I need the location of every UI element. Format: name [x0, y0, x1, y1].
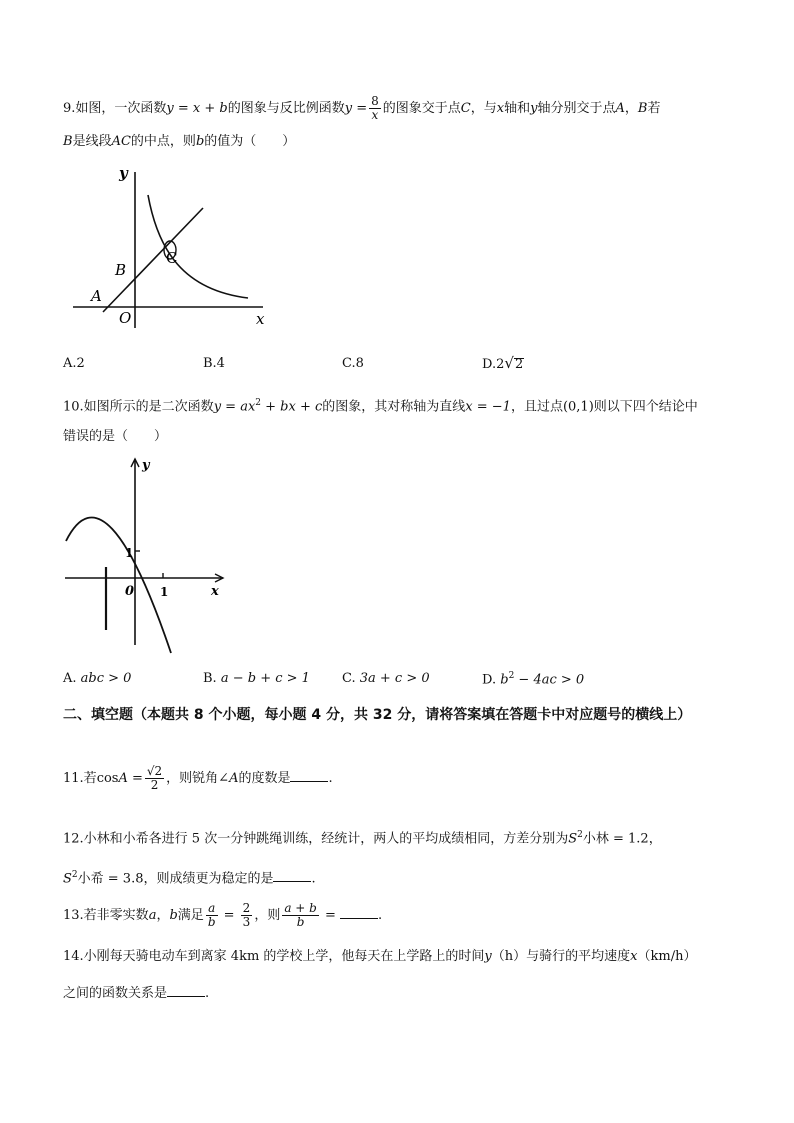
q13-answer-blank[interactable] — [340, 906, 378, 919]
q12-period: . — [311, 871, 316, 887]
q10-label-one-x: 1 — [160, 585, 169, 599]
q9-point-b: B — [637, 101, 648, 116]
q10-line1 — [63, 394, 698, 416]
q10-axis-eq: x = −1 — [465, 399, 511, 415]
q10-label-x: x — [211, 584, 219, 599]
q13-var-a: a — [148, 908, 157, 923]
q9-text: 若 — [647, 101, 661, 116]
q10-equation-tail: + bx + c — [261, 399, 323, 415]
q10-option-a[interactable] — [63, 671, 131, 686]
q13-fraction-den: b — [207, 915, 216, 929]
q9-option-d-prefix: D. — [482, 357, 497, 372]
q9-figure — [63, 160, 283, 330]
q10-line2 — [63, 428, 167, 446]
q10-label-y: y — [142, 458, 150, 473]
q9-text: 轴和 — [504, 101, 531, 116]
q12-line1 — [63, 826, 662, 848]
q12-variance-symbol: S — [568, 831, 578, 847]
q13-equals: = — [320, 908, 341, 923]
q10-label-one-y: 1 — [125, 546, 134, 560]
q10-point: (0,1) — [562, 399, 594, 415]
q9-line-graph — [103, 208, 203, 312]
q12-text: 12.小林和小希各进行 5 次一分钟跳绳训练，经统计，两人的平均成绩相同，方差分别为 — [63, 831, 569, 847]
q13-text: ， — [156, 908, 170, 923]
q11-text: ，则锐角∠ — [166, 771, 230, 786]
q9-text: ，与 — [470, 101, 497, 116]
q9-text: 是线段 — [72, 134, 112, 149]
q10-text: ，且过点 — [510, 399, 563, 415]
q13-fraction-23 — [241, 902, 253, 929]
q14-text: （h）与骑行的平均速度 — [491, 949, 631, 964]
q10-option-d[interactable] — [482, 671, 584, 687]
q14-line1 — [63, 948, 696, 966]
q11-cos: cos — [96, 771, 119, 786]
q9-option-a[interactable]: A.2 — [63, 356, 85, 371]
q14-answer-blank[interactable] — [167, 984, 205, 997]
q12-exp: 2 — [71, 870, 78, 880]
q9-text: 的中点，则 — [130, 134, 196, 149]
q9-option-b[interactable]: B.4 — [203, 356, 225, 371]
q9-text: 9.如图，一次函数 — [63, 101, 167, 116]
q9-label-a: A — [91, 287, 102, 305]
q13-text: 13.若非零实数 — [63, 908, 149, 923]
q14-line2 — [63, 984, 209, 1003]
q9-linear-eq: y = x + b — [166, 101, 228, 116]
q10-equation: y = ax — [213, 399, 256, 415]
q10-option-d-b: b — [500, 672, 509, 688]
q12-line2 — [63, 866, 316, 888]
q9-line1 — [63, 95, 660, 122]
q9-label-c: C — [166, 249, 178, 267]
q9-segment-ac: AC — [111, 134, 131, 149]
q9-fraction-num: 8 — [371, 94, 379, 108]
q10-text: 10.如图所示的是二次函数 — [63, 399, 214, 415]
q10-text: 错误的是（ ） — [63, 429, 168, 444]
q9-inverse-eq-lhs: y = — [344, 101, 368, 116]
q10-option-d-exp: 2 — [508, 671, 515, 681]
q9-var-y: y — [530, 101, 538, 116]
q9-option-d-radicand: 2 — [514, 357, 524, 372]
q10-option-c[interactable] — [342, 671, 430, 686]
q14-var-y: y — [484, 949, 492, 964]
q10-option-b[interactable] — [203, 671, 310, 686]
section-heading-fill-in: 二、填空题（本题共 8 个小题，每小题 4 分，共 32 分，请将答案填在答题卡中对应题号的横线上） — [63, 707, 692, 723]
q12-variance-xiaolin: 小林 = 1.2， — [582, 831, 662, 847]
q10-text: 则以下四个结论中 — [593, 399, 698, 415]
q10-option-c-text: 3a + c > 0 — [359, 671, 430, 686]
q14-period: . — [205, 986, 210, 1001]
q14-text: 14.小刚每天骑电动车到离家 4km 的学校上学，他每天在上学路上的时间 — [63, 949, 485, 964]
q13-fraction-den: b — [296, 915, 305, 929]
q10-option-b-prefix: B. — [203, 671, 221, 686]
q11-line — [63, 765, 333, 792]
q9-text: 轴分别交于点 — [537, 101, 616, 116]
q13-text: 满足 — [177, 908, 204, 923]
q9-text: 的值为（ ） — [204, 134, 296, 149]
q13-line — [63, 902, 382, 929]
q10-label-o: 0 — [125, 584, 135, 599]
q9-label-x: x — [256, 310, 265, 328]
q14-var-x: x — [630, 949, 638, 964]
q9-fraction — [369, 95, 381, 122]
q9-var-x: x — [496, 101, 505, 116]
q11-period: . — [328, 771, 333, 786]
q9-label-b: B — [115, 261, 127, 279]
q10-option-d-prefix: D. — [482, 672, 501, 688]
q13-fraction-num: a + b — [284, 901, 317, 915]
q10-option-a-prefix: A. — [63, 671, 81, 686]
q10-option-b-text: a − b + c > 1 — [220, 671, 310, 686]
q9-option-d-coef: 2 — [496, 357, 505, 372]
q9-option-c[interactable]: C.8 — [342, 356, 364, 371]
q9-label-y: y — [119, 164, 128, 182]
q13-text: ，则 — [254, 908, 281, 923]
q14-text: 之间的函数关系是 — [63, 986, 168, 1001]
q13-fraction-ab — [206, 902, 218, 929]
q10-parabola — [66, 517, 171, 653]
q10-option-c-prefix: C. — [342, 671, 360, 686]
q9-fraction-den: x — [371, 108, 379, 122]
q13-fraction-num: a — [206, 902, 218, 916]
q13-fraction-num: 2 — [242, 901, 251, 915]
q11-fraction-den: 2 — [150, 778, 159, 792]
q11-fraction-num: √2 — [146, 764, 163, 778]
q10-option-a-text: abc > 0 — [80, 671, 132, 686]
q11-var-a: A — [118, 771, 128, 786]
q9-hyperbola — [148, 195, 248, 298]
q9-line2 — [63, 133, 295, 151]
q9-option-d[interactable]: D.2√2 — [482, 354, 524, 372]
q12-variance-xiaoxi: 小希 = 3.8，则成绩更为稳定的是 — [77, 871, 274, 887]
q13-fraction-sum — [282, 902, 319, 929]
q11-var-a: A — [229, 771, 239, 786]
q9-text: ， — [624, 101, 638, 116]
q12-exp: 2 — [577, 830, 583, 840]
q13-equals: = — [219, 908, 239, 923]
q9-point-c: C — [460, 101, 471, 116]
q13-var-b: b — [169, 908, 178, 923]
q14-text: （km/h） — [637, 949, 697, 964]
q10-option-d-tail: − 4ac > 0 — [514, 672, 585, 688]
q11-text: 的度数是 — [238, 771, 291, 786]
q10-text: 的图象，其对称轴为直线 — [322, 399, 466, 415]
q13-period: . — [378, 908, 383, 923]
q10-equation-exp: 2 — [255, 398, 262, 408]
q12-variance-symbol: S — [63, 871, 72, 887]
q11-answer-blank[interactable] — [290, 769, 328, 782]
q9-text: 的图象交于点 — [382, 101, 461, 116]
q9-point-b: B — [63, 134, 73, 149]
q11-fraction — [145, 765, 164, 792]
q12-answer-blank[interactable] — [273, 869, 311, 882]
q9-text: 的图象与反比例函数 — [227, 101, 345, 116]
q9-var-b: b — [195, 134, 205, 149]
q10-figure — [63, 455, 233, 655]
q9-point-a: A — [615, 101, 625, 116]
q11-text: 11.若 — [63, 771, 97, 786]
q13-fraction-den: 3 — [242, 915, 251, 929]
q11-equals: = — [127, 771, 143, 786]
q9-label-o: O — [119, 309, 132, 327]
